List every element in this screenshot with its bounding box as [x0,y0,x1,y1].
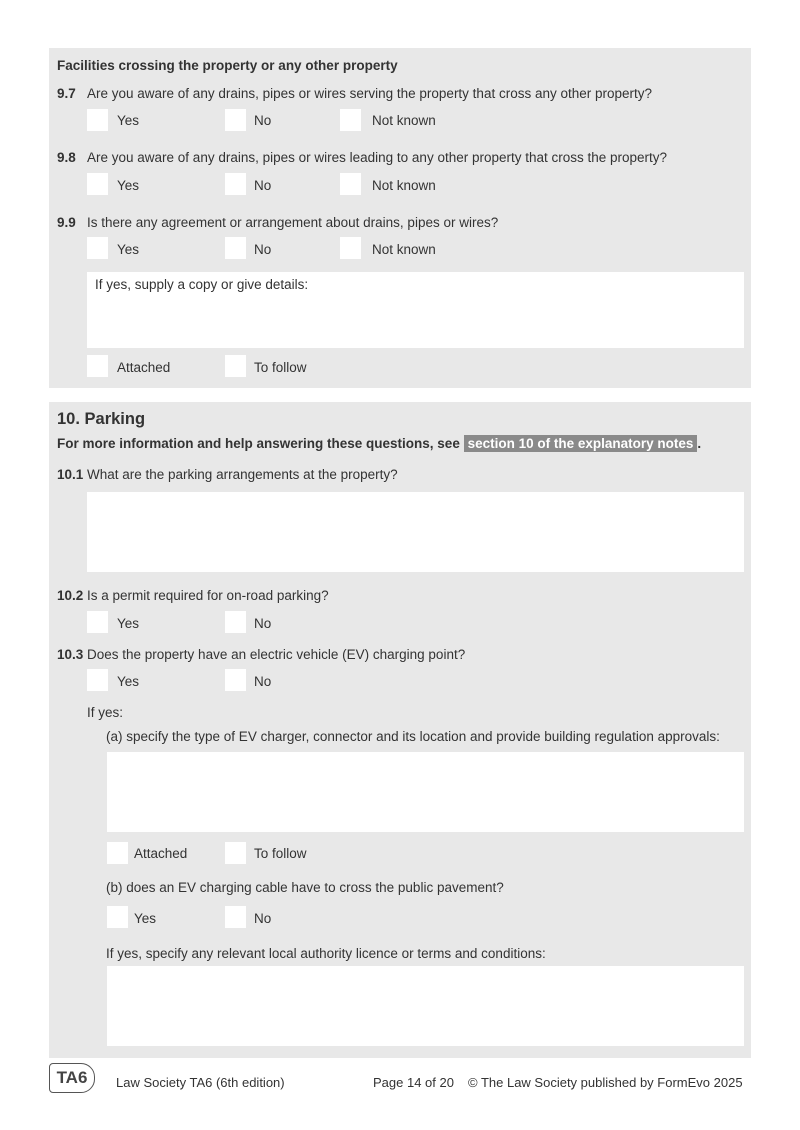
ta6-badge: TA6 [49,1063,95,1093]
question-number: 10.1 [57,467,84,482]
option-label: Yes [117,113,140,128]
checkbox-9-9-to-follow[interactable] [225,355,246,377]
option-label: No [254,616,272,631]
checkbox-9-9-no[interactable] [225,237,246,259]
question-number: 10.3 [57,647,84,662]
option-label: To follow [254,360,307,375]
section-title: 10. Parking [57,410,146,428]
option-label: No [254,911,272,926]
option-label: No [254,674,272,689]
section-9-panel [49,48,751,388]
licence-details-field[interactable] [107,966,744,1046]
option-label: No [254,113,272,128]
checkbox-pavement-no[interactable] [225,906,246,928]
checkbox-10-2-yes[interactable] [87,611,108,633]
checkbox-9-7-no[interactable] [225,109,246,131]
option-label: Attached [117,360,171,375]
checkbox-9-9-yes[interactable] [87,237,108,259]
option-label: Not known [372,242,436,257]
option-label: Yes [117,616,140,631]
details-field-9-9[interactable] [87,272,744,348]
checkbox-9-8-yes[interactable] [87,173,108,195]
checkbox-10-3-yes[interactable] [87,669,108,691]
licence-prompt: If yes, specify any relevant local authority licence or terms and conditions: [106,946,546,961]
details-prompt: If yes, supply a copy or give details: [95,277,309,292]
option-label: Yes [117,242,140,257]
question-text-9-9: Is there any agreement or arrangement about drains, pipes or wires? [87,215,499,230]
help-suffix: . [697,436,702,451]
question-text-9-8: Are you aware of any drains, pipes or wires leading to any other property that cross the property? [87,150,668,165]
checkbox-9-8-no[interactable] [225,173,246,195]
checkbox-9-8-not-known[interactable] [340,173,361,195]
question-number: 9.9 [57,215,76,230]
parking-arrangements-field[interactable] [87,492,744,572]
question-number: 9.8 [57,150,76,165]
part-a-text: (a) specify the type of EV charger, connector and its location and provide building regulation approvals: [106,729,720,744]
help-text [57,436,701,451]
option-label: Yes [117,178,140,193]
option-label: Yes [134,911,157,926]
checkbox-9-9-not-known[interactable] [340,237,361,259]
option-label: Not known [372,113,436,128]
footer-copyright: © The Law Society published by FormEvo 2025 [468,1075,743,1090]
ev-charger-details-field[interactable] [107,752,744,832]
checkbox-ev-attached[interactable] [107,842,128,864]
question-text-10-3: Does the property have an electric vehicle (EV) charging point? [87,647,466,662]
section-9-subheading: Facilities crossing the property or any other property [57,58,398,73]
checkbox-ev-to-follow[interactable] [225,842,246,864]
question-number: 9.7 [57,86,76,101]
option-label: Not known [372,178,436,193]
option-label: Yes [117,674,140,689]
checkbox-10-3-no[interactable] [225,669,246,691]
question-text-10-2: Is a permit required for on-road parking? [87,588,329,603]
explanatory-notes-link[interactable]: section 10 of the explanatory notes [464,435,698,452]
option-label: No [254,242,272,257]
section-10-panel [49,402,751,1058]
checkbox-9-7-yes[interactable] [87,109,108,131]
part-b-text: (b) does an EV charging cable have to cross the public pavement? [106,880,504,895]
help-prefix: For more information and help answering these questions, see [57,436,460,451]
question-text-9-7: Are you aware of any drains, pipes or wires serving the property that cross any other property? [87,86,653,101]
option-label: No [254,178,272,193]
checkbox-9-9-attached[interactable] [87,355,108,377]
option-label: Attached [134,846,188,861]
checkbox-9-7-not-known[interactable] [340,109,361,131]
checkbox-pavement-yes[interactable] [107,906,128,928]
option-label: To follow [254,846,307,861]
if-yes-label: If yes: [87,705,124,720]
footer-form-name: Law Society TA6 (6th edition) [116,1075,285,1090]
question-number: 10.2 [57,588,84,603]
checkbox-10-2-no[interactable] [225,611,246,633]
question-text-10-1: What are the parking arrangements at the property? [87,467,398,482]
footer-page-number: Page 14 of 20 [373,1075,454,1090]
